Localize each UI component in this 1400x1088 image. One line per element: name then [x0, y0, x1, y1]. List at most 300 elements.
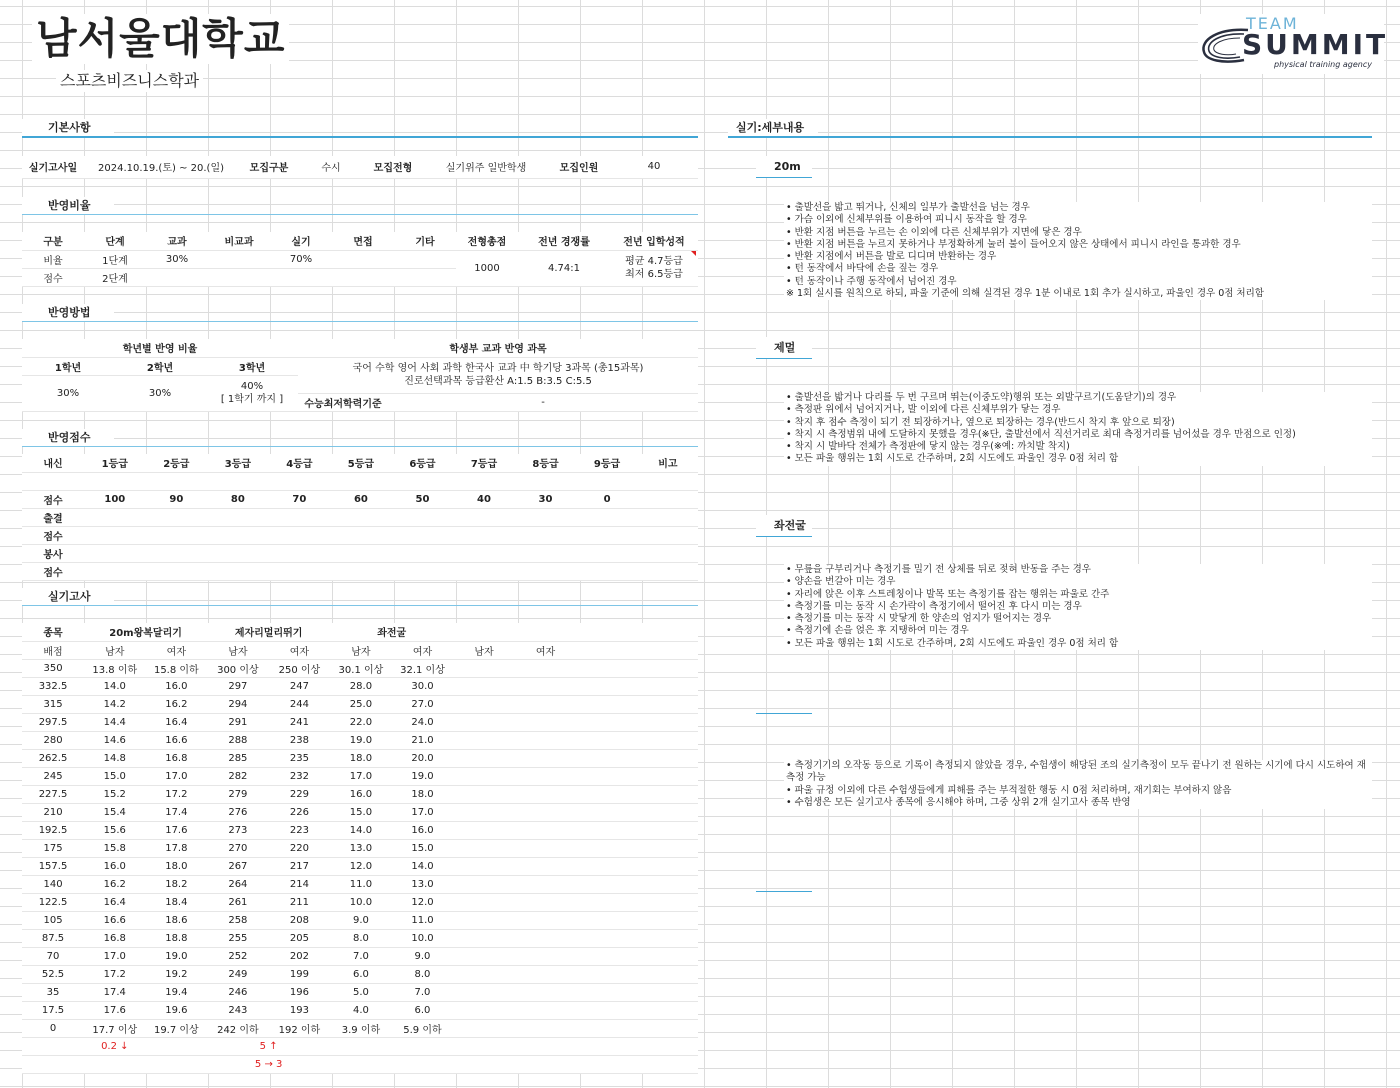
empty-cell: [453, 695, 515, 713]
table-row: [22, 749, 698, 767]
detail-flex-rules: [784, 564, 1372, 650]
practical-cell-score: 105: [22, 911, 84, 929]
exam-date-label: 실기고사일: [22, 156, 84, 178]
grade-1-value: 30%: [22, 375, 114, 411]
practical-cell-jump-male: 300 이상: [207, 659, 269, 677]
ratio-row-subject: 30%: [146, 250, 208, 268]
practical-cell-flex-male: 9.0: [330, 911, 392, 929]
ratio-row-label: 비율: [22, 250, 84, 268]
empty-cell: [515, 677, 577, 695]
table-row: [22, 983, 698, 1001]
list-item: • 턴 동작이나 주행 동작에서 넘어진 경우: [786, 275, 957, 287]
practical-cell-run-male: 14.6: [84, 731, 146, 749]
practical-cell-run-male: 17.2: [84, 965, 146, 983]
subjects-line-1: 국어 수학 영어 사회 과학 한국사 교과 中 학기당 3과목 (총15과목): [352, 363, 644, 374]
section-score-title: 반영점수: [22, 429, 114, 447]
practical-cell-flex-male: 15.0: [330, 803, 392, 821]
list-item: • 자리에 앉은 이후 스트레칭이나 발목 또는 측정기를 잡는 행위는 파울로 간주: [786, 588, 1110, 600]
practical-cell-flex-male: 18.0: [330, 749, 392, 767]
practical-cell-score: 122.5: [22, 893, 84, 911]
section-basic-title: 기본사항: [22, 119, 114, 137]
empty-cell: [453, 767, 515, 785]
empty-cell: [453, 965, 515, 983]
list-item: • 양손을 번갈아 미는 경우: [786, 576, 896, 588]
practical-cell-flex-female: 16.0: [392, 821, 454, 839]
table-row: [22, 947, 698, 965]
practical-cell-score: 210: [22, 803, 84, 821]
practical-cell-run-female: 19.4: [146, 983, 208, 1001]
practical-cell-run-male: 17.4: [84, 983, 146, 1001]
empty-cell: [515, 857, 577, 875]
score-row-label: 점수: [22, 490, 84, 508]
practical-cell-score: 280: [22, 731, 84, 749]
practical-cell-flex-male: 10.0: [330, 893, 392, 911]
grade-2-label: 2학년: [114, 357, 206, 375]
practical-cell-run-female: 19.0: [146, 947, 208, 965]
practical-cell-flex-female: 12.0: [392, 893, 454, 911]
section-ratio-title: 반영비율: [22, 197, 114, 215]
practical-cell-run-male: 16.2: [84, 875, 146, 893]
practical-cell-flex-male: 11.0: [330, 875, 392, 893]
comment-marker-icon: [691, 251, 696, 256]
jump-male-header: 남자: [207, 641, 269, 659]
exam-date-value: 2024.10.19.(토) ~ 20.(일): [84, 156, 238, 178]
ratio-competition-value: 4.74:1: [518, 250, 610, 286]
detail-run-title: 20m: [756, 156, 812, 178]
list-item: • 착지 시 측정범위 내에 도달하지 못했을 경우(※단, 출발선에서 직선거리로 최대 측정거리를 넘어섰을 경우 만점으로 인정): [786, 428, 1296, 440]
practical-cell-run-male: 17.0: [84, 947, 146, 965]
practical-cell-run-female: 16.0: [146, 677, 208, 695]
practical-cell-flex-male: 5.0: [330, 983, 392, 1001]
list-item: • 측정판 위에서 넘어지거나, 발 이외에 다른 신체부위가 닿는 경우: [786, 404, 1061, 416]
practical-cell-jump-male: 294: [207, 695, 269, 713]
practical-cell-flex-male: 13.0: [330, 839, 392, 857]
detail-flex-title: 좌전굴: [756, 515, 812, 537]
run-note: 0.2 ↓: [84, 1037, 146, 1055]
empty-cell: [515, 1001, 577, 1019]
section-method-divider: [22, 321, 698, 322]
grade-3-percent: 40%: [240, 381, 264, 392]
empty-cell: [453, 983, 515, 1001]
table-row: [22, 929, 698, 947]
practical-header-score: 배점: [22, 641, 84, 659]
practical-cell-run-female: 19.6: [146, 1001, 208, 1019]
practical-cell-jump-male: 258: [207, 911, 269, 929]
practical-cell-flex-female: 8.0: [392, 965, 454, 983]
score-header-grade-1: 1등급: [84, 454, 146, 472]
ratio-header-admission: 전년 입학성적: [610, 232, 698, 250]
attendance-label: 출결: [22, 508, 84, 526]
practical-cell-jump-female: 244: [269, 695, 331, 713]
practical-cell-jump-male: 255: [207, 929, 269, 947]
practical-table: [22, 623, 698, 1074]
practical-cell-score: 35: [22, 983, 84, 1001]
empty-cell: [576, 803, 698, 821]
practical-cell-flex-female: 24.0: [392, 713, 454, 731]
score-spacer: [22, 472, 698, 490]
score-table: [22, 454, 698, 581]
empty-cell: [515, 965, 577, 983]
list-item: • 무릎을 구부리거나 측정기를 밀기 전 상체를 뒤로 젖혀 반동을 주는 경우: [786, 564, 1091, 575]
practical-cell-jump-female: 250 이상: [269, 659, 331, 677]
practical-cell-score: 350: [22, 659, 84, 677]
practical-cell-run-male: 16.8: [84, 929, 146, 947]
practical-cell-jump-male: 252: [207, 947, 269, 965]
score-grade-7-value: 40: [453, 490, 515, 508]
empty-cell: [453, 875, 515, 893]
practical-header-event: 종목: [22, 623, 84, 641]
practical-cell-flex-male: 12.0: [330, 857, 392, 875]
grade-ratio-title: 학년별 반영 비율: [22, 339, 298, 357]
practical-cell-run-male: 15.6: [84, 821, 146, 839]
empty-cell: [576, 731, 698, 749]
practical-cell-run-female: 16.4: [146, 713, 208, 731]
practical-cell-jump-female: 217: [269, 857, 331, 875]
practical-cell-score: 0: [22, 1019, 84, 1037]
empty-cell: [515, 1019, 577, 1037]
practical-cell-flex-female: 14.0: [392, 857, 454, 875]
practical-cell-score: 245: [22, 767, 84, 785]
empty-cell: [453, 893, 515, 911]
practical-cell-jump-female: 232: [269, 767, 331, 785]
practical-cell-run-female: 17.8: [146, 839, 208, 857]
grade-1-label: 1학년: [22, 357, 114, 375]
practical-cell-run-female: 16.6: [146, 731, 208, 749]
ratio-row-other: [394, 250, 456, 268]
recruit-track-label: 모집전형: [362, 156, 424, 178]
extra-male-header: 남자: [453, 641, 515, 659]
volunteer-label: 봉사: [22, 544, 84, 562]
practical-cell-score: 140: [22, 875, 84, 893]
practical-cell-run-male: 14.8: [84, 749, 146, 767]
practical-cell-jump-male: 279: [207, 785, 269, 803]
practical-cell-flex-male: 22.0: [330, 713, 392, 731]
practical-cell-jump-female: 247: [269, 677, 331, 695]
empty-cell: [515, 821, 577, 839]
practical-cell-score: 297.5: [22, 713, 84, 731]
practical-cell-jump-male: 267: [207, 857, 269, 875]
practical-cell-jump-female: 205: [269, 929, 331, 947]
table-row: [22, 893, 698, 911]
practical-cell-run-male: 16.6: [84, 911, 146, 929]
practical-cell-flex-male: 19.0: [330, 731, 392, 749]
score-grade-3-value: 80: [207, 490, 269, 508]
practical-cell-run-male: 17.6: [84, 1001, 146, 1019]
score-row-cell: [332, 268, 394, 286]
min-standard-label: 수능최저학력기준: [298, 393, 388, 411]
practical-cell-jump-male: 242 이하: [207, 1019, 269, 1037]
score-grade-9-value: 0: [576, 490, 638, 508]
practical-cell-score: 70: [22, 947, 84, 965]
practical-cell-score: 17.5: [22, 1001, 84, 1019]
empty-cell: [576, 965, 698, 983]
empty-cell: [22, 1055, 84, 1073]
list-item: • 측정기를 미는 동작 시 손가락이 측정기에서 떨어진 후 다시 미는 경우: [786, 600, 1082, 612]
practical-cell-jump-male: 246: [207, 983, 269, 1001]
practical-cell-jump-female: 211: [269, 893, 331, 911]
practical-cell-jump-male: 282: [207, 767, 269, 785]
jump-note-2: 5 → 3: [207, 1055, 330, 1073]
subjects-description: [298, 357, 698, 393]
table-row: [22, 785, 698, 803]
team-summit-logo: [1198, 14, 1389, 74]
empty-cell: [453, 677, 515, 695]
empty-cell: [515, 695, 577, 713]
event-standing-jump: 제자리멀리뛰기: [207, 623, 330, 641]
practical-cell-flex-male: 16.0: [330, 785, 392, 803]
score-grade-8-value: 30: [515, 490, 577, 508]
ratio-header-nonsubject: 비교과: [208, 232, 270, 250]
ratio-table: [22, 232, 698, 287]
table-row: [22, 803, 698, 821]
empty-cell: [576, 875, 698, 893]
admission-average: 평균 4.7등급: [625, 256, 683, 267]
section-method-title: 반영방법: [22, 304, 114, 322]
practical-cell-run-female: 16.8: [146, 749, 208, 767]
run-female-header: 여자: [146, 641, 208, 659]
practical-cell-run-male: 15.2: [84, 785, 146, 803]
ratio-header-other: 기타: [394, 232, 456, 250]
practical-cell-score: 157.5: [22, 857, 84, 875]
ratio-header-subject: 교과: [146, 232, 208, 250]
detail-run-rules: [784, 202, 1372, 300]
list-item: • 착지 시 발바닥 전체가 측정판에 닿지 않는 경우(※예: 까치발 착지): [786, 441, 1070, 453]
empty-cell: [576, 695, 698, 713]
empty-cell: [84, 544, 698, 562]
grade-3-note: [ 1학기 까지 ]: [220, 394, 284, 405]
practical-cell-jump-male: 261: [207, 893, 269, 911]
university-title: 남서울대학교: [32, 14, 289, 64]
event-shuttle-run: 20m왕복달리기: [84, 623, 207, 641]
practical-cell-score: 227.5: [22, 785, 84, 803]
practical-cell-jump-female: 220: [269, 839, 331, 857]
list-item: • 모든 파울 행위는 1회 시도로 간주하며, 2회 시도에도 파울인 경우 0점 처리 함: [786, 453, 1119, 465]
section-ratio-divider: [22, 214, 698, 215]
detail-general-divider: [756, 713, 812, 714]
logo-team-text: TEAM: [1246, 14, 1299, 33]
empty-cell: [453, 1019, 515, 1037]
empty-cell: [576, 821, 698, 839]
practical-cell-jump-male: 249: [207, 965, 269, 983]
jump-note-1: 5 ↑: [207, 1037, 330, 1055]
empty-cell: [576, 857, 698, 875]
subjects-title: 학생부 교과 반영 과목: [298, 339, 698, 357]
practical-cell-jump-female: 192 이하: [269, 1019, 331, 1037]
grade-3-value: [206, 375, 298, 411]
practical-cell-flex-female: 30.0: [392, 677, 454, 695]
practical-cell-run-male: 17.7 이상: [84, 1019, 146, 1037]
empty-cell: [576, 947, 698, 965]
practical-cell-flex-female: 9.0: [392, 947, 454, 965]
empty-cell: [453, 803, 515, 821]
section-details-title: 실기:세부내용: [728, 119, 818, 137]
empty-cell: [453, 839, 515, 857]
grade-3-label: 3학년: [206, 357, 298, 375]
practical-cell-flex-male: 28.0: [330, 677, 392, 695]
practical-cell-flex-female: 13.0: [392, 875, 454, 893]
empty-cell: [576, 893, 698, 911]
ratio-row-interview: [332, 250, 394, 268]
practical-cell-run-male: 16.0: [84, 857, 146, 875]
flex-male-header: 남자: [330, 641, 392, 659]
practical-cell-flex-female: 32.1 이상: [392, 659, 454, 677]
min-standard-value: -: [388, 393, 698, 411]
list-item: • 출발선을 밟고 뛰거나, 신체의 일부가 출발선을 넘는 경우: [786, 202, 1030, 213]
recruit-type-label: 모집구분: [238, 156, 300, 178]
empty-cell: [453, 1001, 515, 1019]
empty-cell: [576, 911, 698, 929]
score-note-value: [638, 490, 698, 508]
score-header-note: 비고: [638, 454, 698, 472]
score-row-cell: [394, 268, 456, 286]
practical-score-rows: [22, 659, 698, 1037]
practical-cell-score: 87.5: [22, 929, 84, 947]
empty-cell: [515, 749, 577, 767]
empty-cell: [576, 713, 698, 731]
table-row: [22, 965, 698, 983]
table-row: [22, 821, 698, 839]
quota-value: 40: [610, 156, 698, 178]
score-header-grade-7: 7등급: [453, 454, 515, 472]
score-row-cell: [270, 268, 332, 286]
recruit-type-value: 수시: [300, 156, 362, 178]
empty-cell: [576, 785, 698, 803]
practical-cell-flex-female: 20.0: [392, 749, 454, 767]
score-row-cell: [146, 268, 208, 286]
empty-cell: [22, 1037, 84, 1055]
practical-cell-flex-male: 8.0: [330, 929, 392, 947]
recruit-track-value: 실기위주 일반학생: [424, 156, 548, 178]
ratio-total-value: 1000: [456, 250, 518, 286]
practical-cell-run-female: 17.4: [146, 803, 208, 821]
grade-2-value: 30%: [114, 375, 206, 411]
empty-cell: [453, 857, 515, 875]
basic-info-table: [22, 156, 698, 179]
practical-cell-run-male: 14.2: [84, 695, 146, 713]
practical-cell-run-female: 19.7 이상: [146, 1019, 208, 1037]
run-rule-list: [786, 202, 1370, 300]
score-header-grade-8: 8등급: [515, 454, 577, 472]
empty-cell: [84, 526, 698, 544]
event-sit-reach: 좌전굴: [330, 623, 453, 641]
empty-cell: [84, 508, 698, 526]
practical-cell-score: 52.5: [22, 965, 84, 983]
practical-cell-flex-male: 30.1 이상: [330, 659, 392, 677]
practical-cell-flex-male: 7.0: [330, 947, 392, 965]
section-practical-title: 실기고사: [22, 588, 114, 606]
empty-cell: [453, 785, 515, 803]
ratio-row-practical: 70%: [270, 250, 332, 268]
list-item: • 측정기를 미는 동작 시 맞닿게 한 양손의 엄지가 떨어지는 경우: [786, 613, 1052, 625]
score-header-grade-3: 3등급: [207, 454, 269, 472]
jump-rule-list: [786, 392, 1370, 466]
table-row: [22, 911, 698, 929]
score-header-label: 내신: [22, 454, 84, 472]
detail-jump-rules: [784, 392, 1372, 466]
list-item: • 파울 규정 이외에 다른 수험생들에게 피해를 주는 부적절한 행동 시 0점 처리하며, 재기회는 부여하지 않음: [786, 784, 1232, 796]
list-item: • 모든 파울 행위는 1회 시도로 간주하며, 2회 시도에도 파울인 경우 0점 처리 함: [786, 637, 1119, 649]
practical-cell-jump-female: 199: [269, 965, 331, 983]
flex-rule-list: [786, 564, 1370, 650]
empty-cell: [576, 1019, 698, 1037]
practical-cell-run-female: 17.0: [146, 767, 208, 785]
practical-cell-flex-female: 15.0: [392, 839, 454, 857]
practical-cell-run-male: 16.4: [84, 893, 146, 911]
section-basic-divider: [22, 136, 698, 138]
practical-cell-jump-male: 288: [207, 731, 269, 749]
quota-label: 모집인원: [548, 156, 610, 178]
empty-cell: [453, 749, 515, 767]
list-item: • 가슴 이외에 신체부위를 이용하여 피니시 동작을 할 경우: [786, 214, 1027, 226]
practical-cell-score: 262.5: [22, 749, 84, 767]
score-row-cell: [208, 268, 270, 286]
ratio-header-category: 구분: [22, 232, 84, 250]
practical-cell-jump-female: 214: [269, 875, 331, 893]
practical-cell-jump-male: 276: [207, 803, 269, 821]
logo-summit-text: SUMMIT: [1242, 28, 1389, 61]
ratio-header-interview: 면접: [332, 232, 394, 250]
practical-cell-jump-male: 273: [207, 821, 269, 839]
score-grade-6-value: 50: [392, 490, 454, 508]
empty-cell: [146, 1037, 208, 1055]
practical-cell-run-female: 17.2: [146, 785, 208, 803]
practical-cell-jump-male: 297: [207, 677, 269, 695]
empty-cell: [515, 893, 577, 911]
practical-cell-score: 332.5: [22, 677, 84, 695]
empty-cell: [515, 983, 577, 1001]
practical-cell-run-female: 18.0: [146, 857, 208, 875]
ratio-header-competition: 전년 경쟁률: [518, 232, 610, 250]
practical-cell-run-male: 15.0: [84, 767, 146, 785]
empty-cell: [576, 929, 698, 947]
practical-cell-jump-female: 202: [269, 947, 331, 965]
empty-cell: [515, 785, 577, 803]
score-header-grade-9: 9등급: [576, 454, 638, 472]
table-row: [22, 713, 698, 731]
detail-general-rules: [784, 760, 1372, 809]
practical-cell-flex-male: 17.0: [330, 767, 392, 785]
table-row: [22, 857, 698, 875]
practical-cell-flex-female: 27.0: [392, 695, 454, 713]
ratio-header-stage: 단계: [84, 232, 146, 250]
practical-cell-run-female: 15.8 이하: [146, 659, 208, 677]
practical-cell-jump-female: 238: [269, 731, 331, 749]
ratio-admission-value: [610, 250, 698, 286]
practical-cell-run-male: 13.8 이하: [84, 659, 146, 677]
empty-cell: [576, 1001, 698, 1019]
ratio-row-nonsubject: [208, 250, 270, 268]
list-item: • 출발선을 밟거나 다리를 두 번 구르며 뛰는(이중도약)행위 또는 외발구르기(도움닫기)의 경우: [786, 392, 1177, 403]
practical-cell-jump-female: 241: [269, 713, 331, 731]
ratio-header-practical: 실기: [270, 232, 332, 250]
logo-tagline: physical training agency: [1274, 60, 1372, 69]
list-item: • 반환 지점 버튼을 누르는 손 이외에 다른 신체부위가 지면에 닿은 경우: [786, 226, 1082, 238]
list-item: • 측정기기의 오작동 등으로 기록이 측정되지 않았을 경우, 수험생이 해당된 조의 실기측정이 모두 끝나기 전 원하는 시기에 다시 시도하여 재측정 가능: [786, 760, 1366, 784]
practical-cell-score: 192.5: [22, 821, 84, 839]
table-row: [22, 695, 698, 713]
empty-cell: [515, 731, 577, 749]
score-grade-5-value: 60: [330, 490, 392, 508]
list-item: • 측정기에 손을 얹은 후 지탱하여 미는 경우: [786, 625, 969, 637]
empty-cell: [330, 1037, 698, 1055]
list-item: • 반환 지점에서 버튼을 발로 디디며 반환하는 경우: [786, 251, 997, 263]
empty-cell: [453, 911, 515, 929]
practical-cell-jump-female: 223: [269, 821, 331, 839]
table-row: [22, 677, 698, 695]
practical-cell-flex-male: 6.0: [330, 965, 392, 983]
practical-cell-run-male: 15.8: [84, 839, 146, 857]
score-header-grade-4: 4등급: [269, 454, 331, 472]
